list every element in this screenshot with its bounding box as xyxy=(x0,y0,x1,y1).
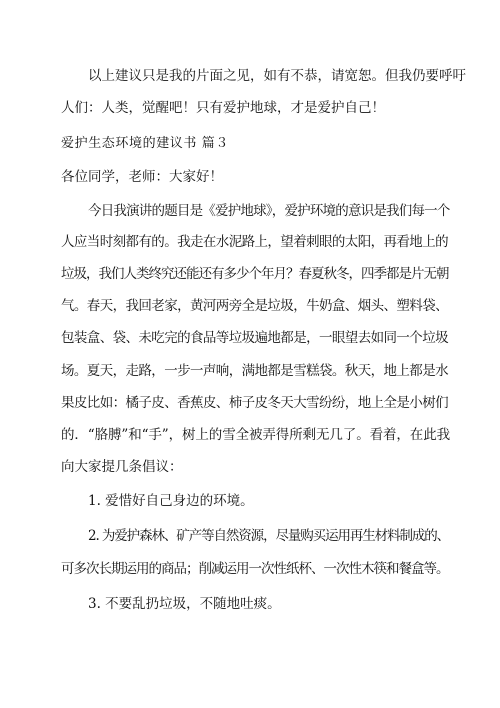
text-line: 果皮比如：橘子皮、香蕉皮、柿子皮冬天大雪纷纷，地上全是小树们 xyxy=(61,395,448,411)
section-title: 爱护生态环境的建议书 篇３ xyxy=(61,136,229,151)
proposal-item: 3. 不要乱扔垃圾，不随地吐痰。 xyxy=(88,596,281,612)
text-line: 场。夏天，走路，一步一声响，满地都是雪糕袋。秋天，地上都是水 xyxy=(61,363,448,379)
proposal-item: 2. 为爱护森林、矿产等自然资源，尽量购买运用再生材料制成的、 xyxy=(88,528,450,544)
text-line: 人们：人类，觉醒吧！只有爱护地球，才是爱护自己！ xyxy=(61,100,385,116)
greeting-line: 各位同学，老师：大家好！ xyxy=(61,169,223,185)
text-line: 向大家提几条倡议： xyxy=(61,459,183,475)
text-line: 今日我演讲的题目是《爱护地球》，爱护环境的意识是我们每一个 xyxy=(88,203,450,219)
text-line: 包装盒、袋、未吃完的食品等垃圾遍地都是，一眼望去如同一个垃圾 xyxy=(61,330,448,346)
text-line: 的．“胳膊”和“手”，树上的雪全被弄得所剩无几了。看着，在此我 xyxy=(61,427,451,443)
text-line: 气。春天，我回老家，黄河两旁全是垃圾，牛奶盒、烟头、塑料袋、 xyxy=(61,298,448,314)
proposal-item: 1. 爱惜好自己身边的环境。 xyxy=(88,493,254,509)
text-line: 人应当时刻都有的。我走在水泥路上，望着刺眼的太阳，再看地上的 xyxy=(61,234,448,250)
text-line: 可多次长期运用的商品；削减运用一次性纸杯、一次性木筷和餐盒等。 xyxy=(61,561,449,577)
text-line: 以上建议只是我的片面之见，如有不恭，请宽恕。但我仍要呼吁 xyxy=(88,68,466,84)
paragraph-line xyxy=(88,68,466,84)
text-line: 垃圾，我们人类终究还能还有多少个年月？春夏秋冬，四季都是片无朝 xyxy=(61,266,449,282)
